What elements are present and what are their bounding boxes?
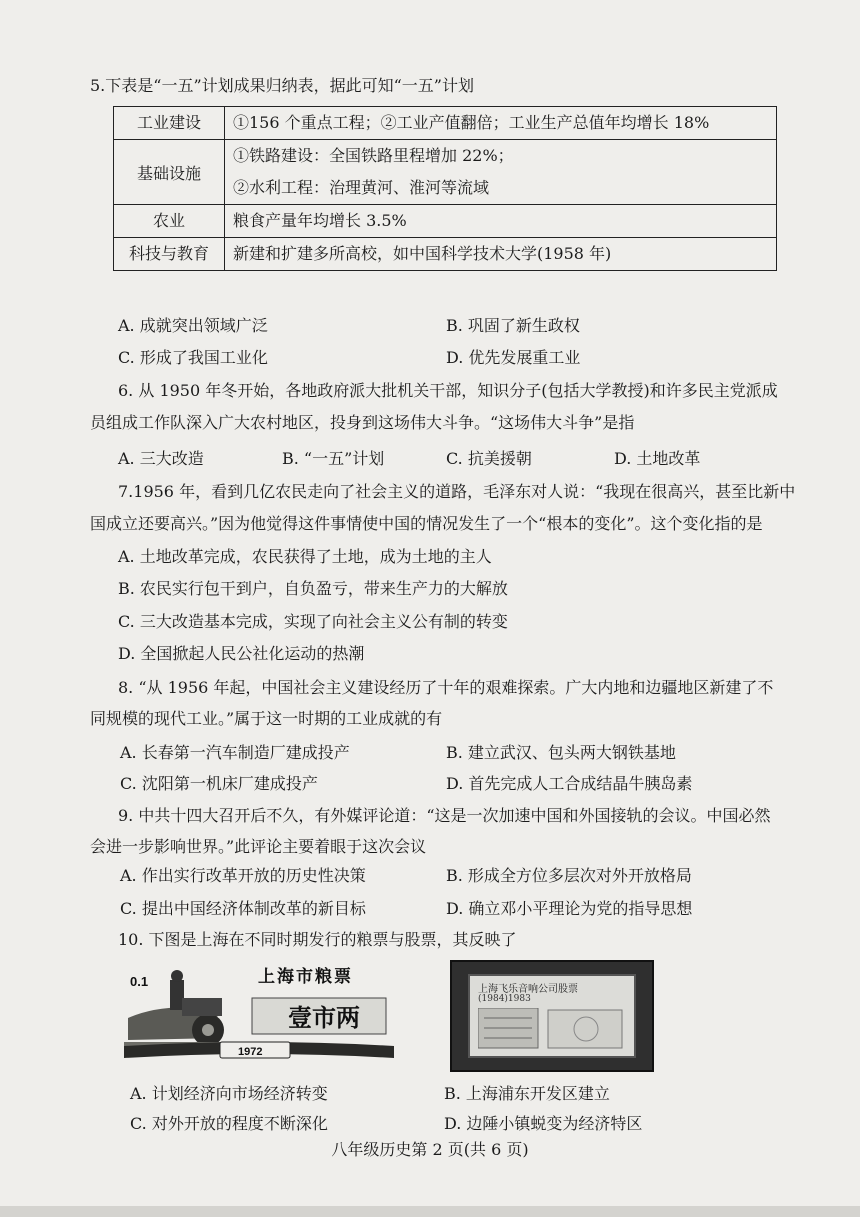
q5-option-c[interactable]: C. 形成了我国工业化	[118, 348, 268, 367]
table-row	[114, 140, 777, 205]
table-value-education: 新建和扩建多所高校，如中国科学技术大学(1958 年)	[225, 238, 777, 271]
q6-option-b[interactable]: B. “一五”计划	[282, 449, 385, 468]
q10-option-a[interactable]: A. 计划经济向市场经济转变	[130, 1084, 328, 1103]
grain-ticket-title: 上海市粮票	[258, 967, 353, 987]
q7-option-a[interactable]: A. 土地改革完成，农民获得了土地，成为土地的主人	[118, 547, 492, 566]
grain-ticket-year: 1972	[238, 1046, 263, 1058]
q10-stem: 10. 下图是上海在不同时期发行的粮票与股票，其反映了	[118, 930, 517, 949]
q9-option-d[interactable]: D. 确立邓小平理论为党的指导思想	[446, 899, 693, 918]
q9-option-b[interactable]: B. 形成全方位多层次对外开放格局	[446, 866, 692, 885]
page-footer: 八年级历史第 2 页(共 6 页)	[331, 1140, 529, 1159]
q8-option-b[interactable]: B. 建立武汉、包头两大钢铁基地	[446, 743, 676, 762]
q8-stem-line1: 8. “从 1956 年起，中国社会主义建设经历了十年的艰难探索。广大内地和边疆地区新建了不	[118, 678, 774, 697]
q6-option-c[interactable]: C. 抗美援朝	[446, 449, 532, 468]
q7-stem-line1: 7.1956 年，看到几亿农民走向了社会主义的道路，毛泽东对人说：“我现在很高兴，甚至比新中	[118, 482, 796, 501]
q8-stem-line2: 同规模的现代工业。”属于这一时期的工业成就的有	[90, 709, 443, 728]
q10-option-c[interactable]: C. 对外开放的程度不断深化	[130, 1114, 328, 1133]
table-value-railway: ①铁路建设：全国铁路里程增加 22%；	[233, 146, 514, 165]
stock-certificate-pattern	[478, 1008, 626, 1050]
scan-edge	[0, 1206, 860, 1217]
q6-stem-line2: 员组成工作队深入广大农村地区，投身到这场伟大斗争。“这场伟大斗争”是指	[90, 413, 635, 432]
q7-option-d[interactable]: D. 全国掀起人民公社化运动的热潮	[118, 644, 365, 663]
q7-option-b[interactable]: B. 农民实行包干到户，自负盈亏，带来生产力的大解放	[118, 579, 508, 598]
q9-stem-line2: 会进一步影响世界。”此评论主要着眼于这次会议	[90, 837, 427, 856]
q8-option-a[interactable]: A. 长春第一汽车制造厂建成投产	[120, 743, 350, 762]
table-label-infrastructure: 基础设施	[114, 140, 225, 205]
table-label-industry: 工业建设	[114, 107, 225, 140]
q8-option-d[interactable]: D. 首先完成人工合成结晶牛胰岛素	[446, 774, 693, 793]
q5-option-d[interactable]: D. 优先发展重工业	[446, 348, 581, 367]
q10-option-d[interactable]: D. 边陲小镇蜕变为经济特区	[444, 1114, 643, 1133]
stock-certificate-title: 上海飞乐音响公司股票	[478, 984, 578, 995]
grain-ticket-denomination: 0.1	[130, 974, 149, 989]
table-row	[114, 107, 777, 140]
grain-ticket-image	[124, 958, 394, 1066]
table-row	[114, 238, 777, 271]
table-value-infrastructure	[225, 140, 777, 205]
q6-option-d[interactable]: D. 土地改革	[614, 449, 701, 468]
stock-certificate-image	[450, 960, 654, 1072]
table-label-education: 科技与教育	[114, 238, 225, 271]
q9-option-a[interactable]: A. 作出实行改革开放的历史性决策	[120, 866, 366, 885]
q7-stem-line2: 国成立还要高兴。”因为他觉得这件事情使中国的情况发生了一个“根本的变化”。这个变化指的是	[90, 514, 763, 533]
stock-certificate-body	[468, 974, 636, 1058]
q8-option-c[interactable]: C. 沈阳第一机床厂建成投产	[120, 774, 318, 793]
grain-ticket-amount: 壹市两	[288, 1003, 360, 1032]
q5-stem: 5.下表是“一五”计划成果归纳表，据此可知“一五”计划	[90, 76, 474, 95]
q9-option-c[interactable]: C. 提出中国经济体制改革的新目标	[120, 899, 366, 918]
q9-stem-line1: 9. 中共十四大召开后不久，有外媒评论道：“这是一次加速中国和外国接轨的会议。中国必然	[118, 806, 771, 825]
q7-option-c[interactable]: C. 三大改造基本完成，实现了向社会主义公有制的转变	[118, 612, 508, 631]
table-value-agriculture: 粮食产量年均增长 3.5%	[225, 205, 777, 238]
stock-certificate-serial: (1984)1983	[478, 994, 531, 1004]
table-row	[114, 205, 777, 238]
q6-option-a[interactable]: A. 三大改造	[118, 449, 204, 468]
q5-option-b[interactable]: B. 巩固了新生政权	[446, 316, 580, 335]
q5-option-a[interactable]: A. 成就突出领域广泛	[118, 316, 268, 335]
q10-option-b[interactable]: B. 上海浦东开发区建立	[444, 1084, 610, 1103]
q5-achievement-table	[113, 106, 777, 271]
table-label-agriculture: 农业	[114, 205, 225, 238]
q10-figures	[124, 958, 654, 1068]
table-value-water: ②水利工程：治理黄河、淮河等流域	[233, 178, 490, 197]
table-value-industry: ①156 个重点工程；②工业产值翻倍；工业生产总值年均增长 18%	[225, 107, 777, 140]
q6-stem-line1: 6. 从 1950 年冬开始，各地政府派大批机关干部，知识分子(包括大学教授)和许多民主党派成	[118, 381, 778, 400]
